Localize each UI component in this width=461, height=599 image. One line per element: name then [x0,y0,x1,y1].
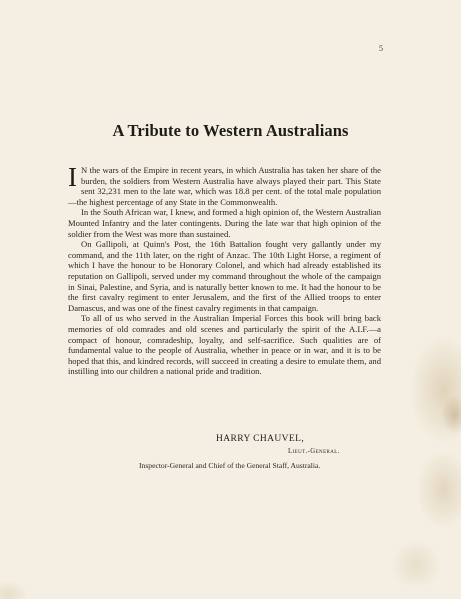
paragraph-1 [68,162,381,207]
drop-cap: I [68,162,77,192]
foxing-stain [441,395,461,435]
page-title: A Tribute to Western Australians [112,121,349,140]
foxing-stain [409,335,461,445]
signatory-office: Inspector-General and Chief of the General Staff, Australia. [139,461,321,470]
signatory-name: HARRY CHAUVEL, [216,434,305,444]
paragraph-3: On Gallipoli, at Quinn's Post, the 16th Battalion fought very gallantly under my command, and the 11th later, on the right of Anzac. The 10th Light Horse, a regiment of which I have the honour to be Honorary Colonel, and which had already established its reputation on Gallipoli, served under my command throughout the whole of the campaign in Sinai, Palestine, and Syria, and is naturally better known to me. It had the honour to be the first cavalry regiment to enter Jerusalem, and the first of the Allied troops to enter Damascus, and was one of the finest cavalry regiments in that campaign. [68,239,381,313]
paragraph-4: To all of us who served in the Australian Imperial Forces this book will bring back memories of old comrades and old scenes and particularly the spirit of the A.I.F.—a compact of honour, comradeship, loyalty, and self-sacrifice. Such qualities are of fundamental value to the people of Australia, whether in peace or in war, and it is to be hoped that this, and kindred records, will succeed in creating a desire to emulate them, and instilling into our children a national pride and tradition. [68,313,381,377]
signatory-rank: Lieut.-General. [288,448,340,455]
foxing-stain [391,540,441,590]
paragraph-2: In the South African war, I knew, and formed a high opinion of, the Western Australian Mounted Infantry and the later contingents. During the late war that high opinion of the soldier from the West was more than sustained. [68,207,381,239]
signature-block [0,434,461,484]
article-body [68,162,381,377]
paragraph-1-text: N the wars of the Empire in recent years, in which Australia has taken her share of the burden, the soldiers from Western Australia have always played their part. This State sent 32,231 men to the late war, which was 18.8 per cent. of the total male population—the highest percentage of any State in the Commonwealth. [68,165,381,207]
foxing-stain [0,580,28,599]
page-number: 5 [379,44,383,53]
